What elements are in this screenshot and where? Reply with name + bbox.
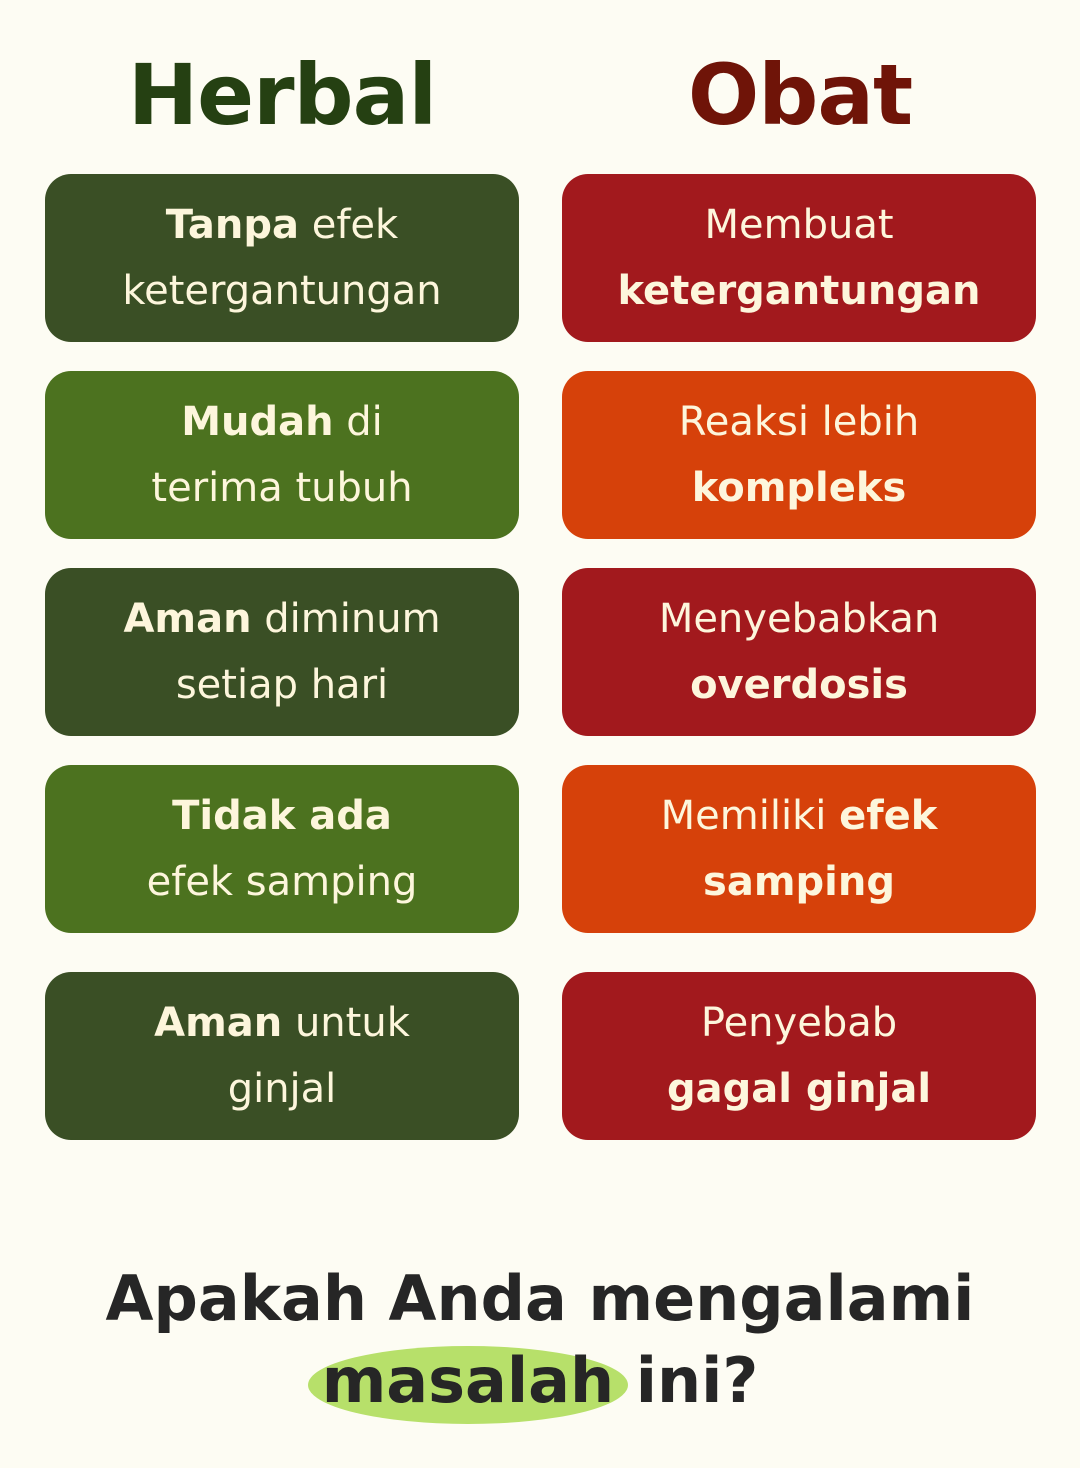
question-text [0, 1258, 1080, 1422]
obat-card-5-line2 [667, 1056, 931, 1122]
herbal-card-1-line1 [166, 192, 398, 258]
obat-card-3-bold: overdosis [690, 662, 908, 708]
obat-card-2-line2 [692, 455, 907, 521]
obat-card-4-bold1: efek [839, 793, 938, 839]
herbal-card-4-line1 [172, 783, 392, 849]
obat-card-4 [562, 765, 1036, 933]
obat-card-1-bold: ketergantungan [617, 268, 981, 314]
obat-card-4-line2 [703, 849, 895, 915]
herbal-card-5-line2: ginjal [227, 1066, 337, 1112]
herbal-card-2-rest: di [333, 399, 383, 445]
obat-card-2-line1: Reaksi lebih [678, 399, 920, 445]
question-line2-rest: ini? [614, 1344, 759, 1417]
question-line2 [0, 1340, 1080, 1422]
obat-card-3 [562, 568, 1036, 736]
highlighted-word: masalah [322, 1340, 614, 1422]
herbal-card-3 [45, 568, 519, 736]
herbal-card-2-line2: terima tubuh [151, 465, 413, 511]
obat-card-2-bold: kompleks [691, 465, 907, 511]
herbal-card-2 [45, 371, 519, 539]
herbal-card-5 [45, 972, 519, 1140]
obat-card-1-line1: Membuat [704, 202, 894, 248]
herbal-card-1-line2: ketergantungan [122, 268, 442, 314]
herbal-card-4-line2: efek samping [146, 859, 418, 905]
herbal-card-1 [45, 174, 519, 342]
herbal-card-4 [45, 765, 519, 933]
herbal-card-5-line1 [154, 990, 410, 1056]
question-line1: Apakah Anda mengalami [105, 1262, 975, 1335]
herbal-card-2-bold: Mudah [181, 399, 334, 445]
herbal-card-4-bold: Tidak ada [172, 793, 392, 839]
herbal-card-3-line1 [123, 586, 440, 652]
obat-card-5-bold: gagal ginjal [666, 1066, 932, 1112]
obat-card-4-plain: Memiliki [660, 793, 840, 839]
obat-card-3-line1: Menyebabkan [658, 596, 940, 642]
obat-card-4-line1 [661, 783, 938, 849]
obat-card-1 [562, 174, 1036, 342]
obat-card-1-line2 [618, 258, 981, 324]
herbal-card-3-bold: Aman [123, 596, 252, 642]
herbal-card-1-bold: Tanpa [165, 202, 300, 248]
obat-card-5 [562, 972, 1036, 1140]
obat-card-5-line1: Penyebab [700, 1000, 898, 1046]
herbal-card-3-line2: setiap hari [175, 662, 389, 708]
herbal-card-3-rest: diminum [251, 596, 441, 642]
herbal-card-5-rest: untuk [282, 1000, 410, 1046]
herbal-heading: Herbal [127, 46, 437, 144]
herbal-card-1-rest: efek [299, 202, 399, 248]
obat-heading: Obat [687, 46, 913, 144]
obat-card-2 [562, 371, 1036, 539]
obat-card-3-line2 [690, 652, 908, 718]
herbal-card-5-bold: Aman [154, 1000, 283, 1046]
obat-card-4-bold2: samping [703, 859, 895, 905]
herbal-card-2-line1 [181, 389, 383, 455]
